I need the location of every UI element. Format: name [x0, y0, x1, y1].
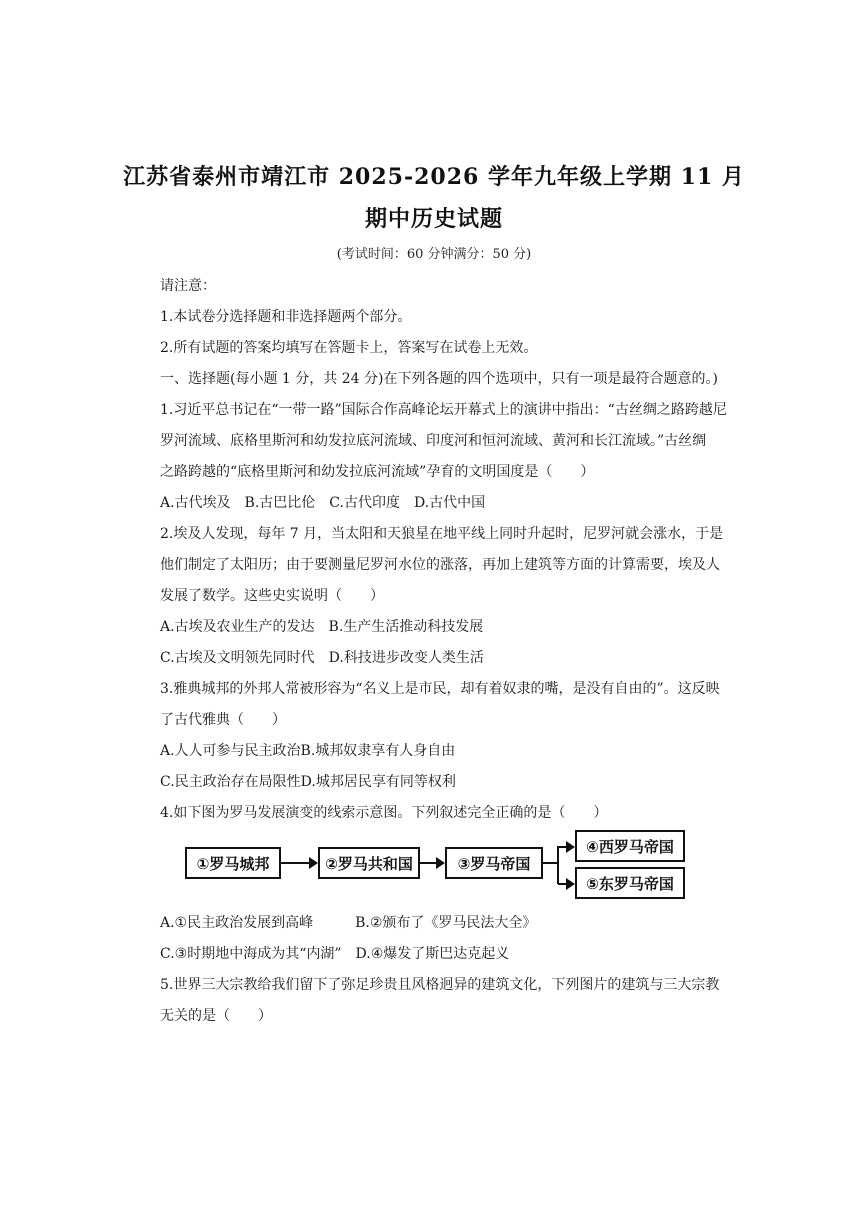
- question-4-options: A.①民主政治发展到高峰 B.②颁布了《罗马民法大全》: [160, 915, 537, 931]
- question-3-stem: 了古代雅典（ ）: [160, 712, 286, 728]
- diagram-arrow: [558, 846, 573, 848]
- diagram-box-eastern-roman-empire: ⑤东罗马帝国: [575, 867, 685, 899]
- rome-development-diagram: [182, 828, 692, 900]
- exam-title-line2: 期中历史试题: [364, 206, 503, 232]
- notes-heading: 请注意：: [160, 278, 216, 294]
- question-2-stem: 2.埃及人发现，每年 7 月，当太阳和天狼星在地平线上同时升起时，尼罗河就会涨水，于是: [160, 526, 724, 542]
- question-3-options: A.人人可参与民主政治B.城邦奴隶享有人身自由: [160, 743, 456, 759]
- question-4-stem: 4.如下图为罗马发展演变的线索示意图。下列叙述完全正确的是（ ）: [160, 805, 608, 821]
- question-5-stem: 无关的是（ ）: [160, 1008, 272, 1024]
- section-heading: 一、选择题(每小题 1 分，共 24 分)在下列各题的四个选项中，只有一项是最符合题意的。): [160, 371, 718, 387]
- question-2-options: A.古埃及农业生产的发达 B.生产生活推动科技发展: [160, 619, 484, 635]
- question-3-options: C.民主政治存在局限性D.城邦居民享有同等权利: [160, 774, 456, 790]
- question-4-options: C.③时期地中海成为其“内湖” D.④爆发了斯巴达克起义: [160, 946, 510, 962]
- exam-subtitle: (考试时间：60 分钟满分：50 分): [336, 247, 532, 262]
- question-2-options: C.古埃及文明领先同时代 D.科技进步改变人类生活: [160, 650, 484, 666]
- diagram-arrow: [420, 862, 443, 864]
- question-2-stem: 发展了数学。这些史实说明（ ）: [160, 588, 384, 604]
- question-3-stem: 3.雅典城邦的外邦人常被形容为“名义上是市民，却有着奴隶的嘴，是没有自由的”。这反映: [160, 681, 720, 697]
- question-5-stem: 5.世界三大宗教给我们留下了弥足珍贵且风格迥异的建筑文化，下列图片的建筑与三大宗教: [160, 977, 720, 993]
- diagram-box-western-roman-empire: ④西罗马帝国: [575, 830, 685, 862]
- diagram-box-roman-republic: ②罗马共和国: [318, 847, 420, 879]
- diagram-arrow: [281, 862, 316, 864]
- question-1-stem: 1.习近平总书记在“一带一路”国际合作高峰论坛开幕式上的演讲中指出：“古丝绸之路跨越尼: [160, 402, 727, 418]
- question-1-stem: 之路跨越的“底格里斯河和幼发拉底河流域”孕育的文明国度是（ ）: [160, 464, 595, 480]
- question-2-stem: 他们制定了太阳历；由于要测量尼罗河水位的涨落，再加上建筑等方面的计算需要，埃及人: [160, 557, 720, 573]
- diagram-connector: [557, 846, 559, 884]
- diagram-box-roman-city-state: ①罗马城邦: [185, 847, 281, 879]
- question-1-options: A.古代埃及 B.古巴比伦 C.古代印度 D.古代中国: [160, 495, 486, 511]
- exam-title-line1: 江苏省泰州市靖江市 2025-2026 学年九年级上学期 11 月: [123, 164, 745, 190]
- note-item: 1.本试卷分选择题和非选择题两个部分。: [160, 309, 412, 325]
- note-item: 2.所有试题的答案均填写在答题卡上，答案写在试卷上无效。: [160, 340, 538, 356]
- diagram-arrow: [558, 883, 573, 885]
- diagram-box-roman-empire: ③罗马帝国: [445, 847, 543, 879]
- question-1-stem: 罗河流域、底格里斯河和幼发拉底河流域、印度河和恒河流域、黄河和长江流域。”古丝绸: [160, 433, 707, 449]
- diagram-connector: [543, 862, 558, 864]
